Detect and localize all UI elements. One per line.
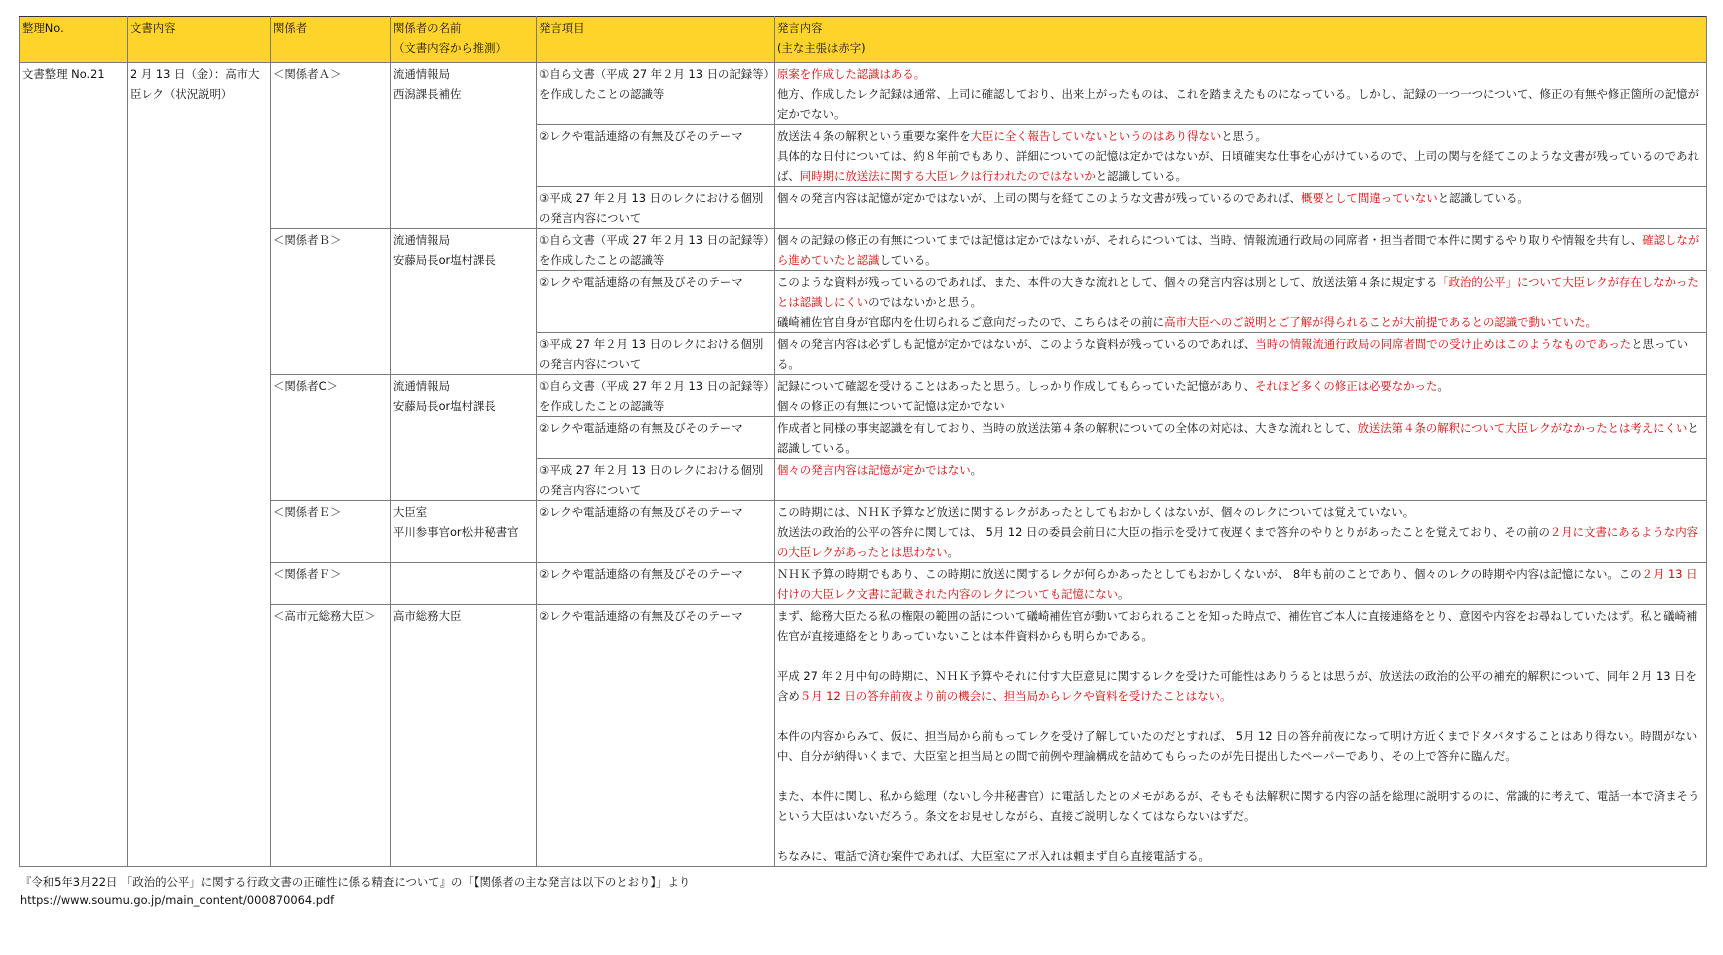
statement-cell: [775, 333, 1707, 375]
header-topic: 発言項目: [537, 17, 775, 63]
header-doc-no: 整理No.: [20, 17, 128, 63]
statement-text: 個々の発言内容は記憶が定かではないが、上司の関与を経てこのような文書が残っているのであれば、: [777, 191, 1301, 205]
header-party-name: 関係者の名前 （文書内容から推測）: [391, 17, 537, 63]
topic-cell: ③平成 27 年２月 13 日のレクにおける個別の発言内容について: [537, 187, 775, 229]
header-statement: 発言内容 (主な主張は赤字): [775, 17, 1707, 63]
statement-text: 本件の内容からみて、仮に、担当局から前もってレクを受け了解していたのだとすれば、 5月 12 日の答弁前夜になって明け方近くまでドタバタすることはあり得ない。時間がない中、自分が納得いくまで、大臣室と担当局との間で前例や理論構成を詰めてもらったのが先日提出したペーパーであり、その上で答弁に臨んだ。: [777, 729, 1698, 763]
party-name: 流通情報局 安藤局長or塩村課長: [391, 375, 537, 501]
statement-text: また、本件に関し、私から総理（ないし今井秘書官）に電話したとのメモがあるが、そもそも法解釈に関する内容の話を総理に説明するのに、常識的に考えて、電話一本で済まそうという大臣はいないだろう。条文をお見せしながら、直接ご説明しなくてはならないはずだ。: [777, 789, 1700, 823]
statement-text: 。: [970, 463, 983, 477]
footer-url: https://www.soumu.go.jp/main_content/000870064.pdf: [20, 893, 335, 907]
statement-emphasis: 高市大臣へのご説明とご了解が得られることが大前提であるとの認識で動いていた。: [1164, 315, 1597, 329]
statement-text: 平成 27 年２月中旬の時期に、ＮＨＫ予算やそれに付す大臣意見に関するレクを受けた可能性はありうるとは思うが、放送法の政治的公平の補充的解釈について、同年２月 13 日を含め: [777, 669, 1697, 703]
statement-emphasis: 個々の発言内容は記憶が定かではない: [777, 463, 971, 477]
statement-text: 具体的な日付については、約８年前でもあり、詳細についての記憶は定かではないが、日頃確実な仕事を心がけているので、上司の関与を経てこのような文書が残っているのであれば、: [777, 149, 1699, 183]
statement-text: と認識している。: [1437, 191, 1529, 205]
statement-cell: [775, 563, 1707, 605]
party-label: ＜関係者Ｆ＞: [271, 563, 391, 605]
statement-text: している。: [879, 253, 937, 267]
statement-table: [19, 16, 1707, 867]
statement-cell: [775, 417, 1707, 459]
topic-cell: ②レクや電話連絡の有無及びそのテーマ: [537, 271, 775, 333]
footer: [20, 873, 690, 909]
doc-no-cell: 文書整理 No.21: [20, 63, 128, 867]
table-row: [20, 501, 1707, 563]
statement-text: 個々の発言内容は必ずしも記憶が定かではないが、このような資料が残っているのであれば、: [777, 337, 1256, 351]
statement-cell: [775, 125, 1707, 187]
party-name: 流通情報局 安藤局長or塩村課長: [391, 229, 537, 375]
header-party: 関係者: [271, 17, 391, 63]
header-row: [20, 17, 1707, 63]
statement-text: と認識している。: [777, 421, 1699, 455]
paragraph-gap: [777, 706, 1704, 726]
statement-text: このような資料が残っているのであれば、また、本件の大きな流れとして、個々の発言内容は別として、放送法第４条に規定する: [777, 275, 1438, 289]
topic-cell: ②レクや電話連絡の有無及びそのテーマ: [537, 417, 775, 459]
statement-cell: [775, 375, 1707, 417]
statement-text: 他方、作成したレク記録は通常、上司に確認しており、出来上がったものは、これを踏まえたものになっている。しかし、記録の一つ一つについて、修正の有無や修正箇所の記憶が定かでない。: [777, 87, 1699, 121]
statement-text: のではないかと思う。: [868, 295, 983, 309]
statement-cell: [775, 229, 1707, 271]
party-name: 大臣室 平川参事官or松井秘書官: [391, 501, 537, 563]
statement-text: 個々の記録の修正の有無についてまでは記憶は定かではないが、それらについては、当時、情報流通行政局の同席者・担当者間で本件に関するやり取りや情報を共有し、: [777, 233, 1643, 247]
statement-emphasis: 放送法第４条の解釈について大臣レクがなかったとは考えにくい: [1357, 421, 1688, 435]
topic-cell: ①自ら文書（平成 27 年２月 13 日の記録等）を作成したことの認識等: [537, 375, 775, 417]
statement-emphasis: 確認しながら進めていたと認識: [777, 233, 1700, 267]
statement-cell: [775, 187, 1707, 229]
statement-text: ちなみに、電話で済む案件であれば、大臣室にアポ入れは頼まず自ら直接電話する。: [777, 849, 1210, 863]
paragraph-gap: [777, 646, 1704, 666]
statement-emphasis: 当時の情報流通行政局の同席者間での受け止めはこのようなものであった: [1255, 337, 1632, 351]
statement-text: 作成者と同様の事実認識を有しており、当時の放送法第４条の解釈についての全体の対応は、大きな流れとして、: [777, 421, 1358, 435]
topic-cell: ③平成 27 年２月 13 日のレクにおける個別の発言内容について: [537, 459, 775, 501]
paragraph-gap: [777, 826, 1704, 846]
statement-text: ＮＨＫ予算の時期でもあり、この時期に放送に関するレクが何らかあったとしてもおかしくないが、 8年も前のことであり、個々のレクの時期や内容は記憶にない。この: [777, 567, 1642, 581]
statement-text: 記録について確認を受けることはあったと思う。しっかり作成してもらっていた記憶があり、: [777, 379, 1256, 393]
paragraph-gap: [777, 766, 1704, 786]
statement-text: 。: [1437, 379, 1449, 393]
table-row: [20, 605, 1707, 867]
statement-emphasis: 概要として間違っていない: [1300, 191, 1438, 205]
statement-text: と認識している。: [1095, 169, 1187, 183]
statement-emphasis: ５月 12 日の答弁前夜より前の機会に、担当局からレクや資料を受けたことはない。: [799, 689, 1232, 703]
table-row: [20, 63, 1707, 125]
statement-text: 礒崎補佐官自身が官邸内を仕切られるご意向だったので、こちらはその前に: [777, 315, 1165, 329]
statement-text: 放送法４条の解釈という重要な案件を: [777, 129, 971, 143]
doc-content-cell: 2 月 13 日（金）：高市大臣レク（状況説明）: [128, 63, 271, 867]
statement-emphasis: 同時期に放送法に関する大臣レクは行われたのではないか: [799, 169, 1096, 183]
topic-cell: ②レクや電話連絡の有無及びそのテーマ: [537, 605, 775, 867]
party-label: ＜関係者Ｅ＞: [271, 501, 391, 563]
topic-cell: ②レクや電話連絡の有無及びそのテーマ: [537, 501, 775, 563]
party-label: ＜高市元総務大臣＞: [271, 605, 391, 867]
statement-emphasis: それほど多くの修正は必要なかった: [1255, 379, 1438, 393]
statement-text: まず、総務大臣たる私の権限の範囲の話について礒崎補佐官が動いておられることを知った時点で、補佐官ご本人に直接連絡をとり、意図や内容をお尋ねしていたはず。私と礒崎補佐官が直接連絡をとりあっていないことは本件資料からも明らかである。: [777, 609, 1698, 643]
party-name: [391, 563, 537, 605]
statement-emphasis: ２月に文書にあるような内容の大臣レクがあったとは思わない: [777, 525, 1698, 559]
table-row: [20, 229, 1707, 271]
statement-emphasis: ２月 13 日付けの大臣レク文書に記載された内容のレクについても記憶にない: [777, 567, 1698, 601]
footer-citation: 『令和5年3月22日 「政治的公平」に関する行政文書の正確性に係る精査について』の「【関係者の主な発言は以下のとおり】」より: [20, 875, 691, 889]
statement-text: と思っている。: [777, 337, 1689, 371]
statement-emphasis: 「政治的公平」について大臣レクが存在しなかったとは認識しにくい: [777, 275, 1699, 309]
statement-cell: [775, 271, 1707, 333]
table-row: [20, 375, 1707, 417]
party-label: ＜関係者Ｂ＞: [271, 229, 391, 375]
party-label: ＜関係者C＞: [271, 375, 391, 501]
header-doc-content: 文書内容: [128, 17, 271, 63]
party-label: ＜関係者Ａ＞: [271, 63, 391, 229]
statement-text: 。: [1118, 587, 1130, 601]
statement-text: 個々の修正の有無について記憶は定かでない: [777, 399, 1005, 413]
topic-cell: ③平成 27 年２月 13 日のレクにおける個別の発言内容について: [537, 333, 775, 375]
party-name: 高市総務大臣: [391, 605, 537, 867]
statement-text: 。: [947, 545, 959, 559]
statement-cell: [775, 63, 1707, 125]
table-row: [20, 563, 1707, 605]
statement-emphasis: 大臣に全く報告していないというのはあり得ない: [970, 129, 1222, 143]
topic-cell: ②レクや電話連絡の有無及びそのテーマ: [537, 125, 775, 187]
statement-cell: [775, 605, 1707, 867]
topic-cell: ②レクや電話連絡の有無及びそのテーマ: [537, 563, 775, 605]
party-name: 流通情報局 西潟課長補佐: [391, 63, 537, 229]
statement-cell: [775, 501, 1707, 563]
statement-text: この時期には、ＮＨＫ予算など放送に関するレクがあったとしてもおかしくはないが、個々のレクについては覚えていない。: [777, 505, 1415, 519]
statement-text: と思う。: [1221, 129, 1267, 143]
topic-cell: ①自ら文書（平成 27 年２月 13 日の記録等）を作成したことの認識等: [537, 63, 775, 125]
topic-cell: ①自ら文書（平成 27 年２月 13 日の記録等）を作成したことの認識等: [537, 229, 775, 271]
statement-text: 放送法の政治的公平の答弁に関しては、 5月 12 日の委員会前日に大臣の指示を受けて夜遅くまで答弁のやりとりがあったことを覚えており、その前の: [777, 525, 1550, 539]
statement-cell: [775, 459, 1707, 501]
statement-emphasis: 原案を作成した認識はある。: [777, 67, 926, 81]
